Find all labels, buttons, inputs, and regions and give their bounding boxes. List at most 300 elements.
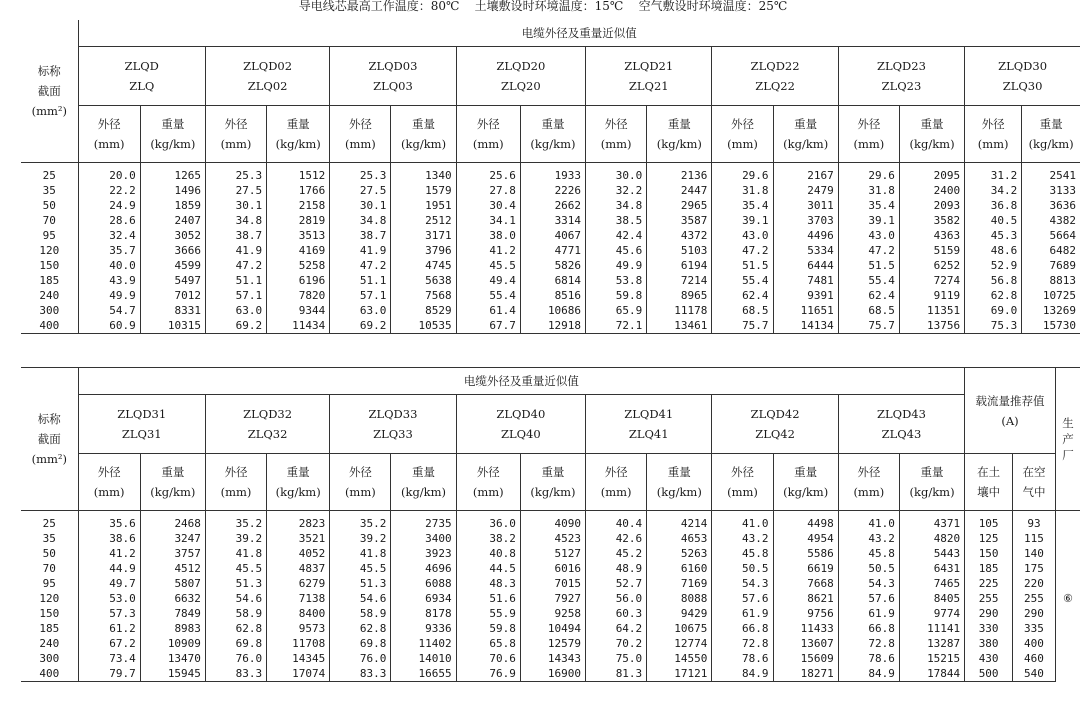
- ampacity-air-cell: 140: [1013, 546, 1056, 561]
- weight-cell: 14550: [647, 651, 712, 666]
- weight-cell: 17074: [267, 666, 330, 682]
- outer-diameter-cell: 41.8: [330, 546, 391, 561]
- table-caption: 导电线芯最高工作温度：80℃ 土壤敷设时环境温度：15℃ 空气敷设时环境温度：25℃: [298, 0, 788, 13]
- outer-diameter-cell: 83.3: [330, 666, 391, 682]
- outer-diameter-cell: 51.3: [205, 576, 266, 591]
- weight-header-line2: (kg/km): [656, 485, 702, 499]
- ampacity-title: 载流量推荐值: [975, 393, 1045, 408]
- weight-header-line2: (kg/km): [1028, 137, 1074, 151]
- table-row: [21, 511, 1080, 532]
- outer-diameter-cell: 41.0: [712, 511, 773, 532]
- cross-section-cell: 185: [21, 273, 78, 288]
- outer-diameter-cell: 47.2: [330, 258, 391, 273]
- outer-diameter-cell: 39.1: [712, 213, 773, 228]
- weight-header-line1: 重量: [1039, 117, 1063, 131]
- table-row: [21, 546, 1080, 561]
- weight-cell: 4382: [1022, 213, 1080, 228]
- outer-diameter-cell: 34.8: [586, 198, 647, 213]
- outer-diameter-header-line1: 外径: [604, 117, 628, 131]
- model-group-header-line2: ZLQ40: [500, 427, 541, 441]
- outer-diameter-header-line2: (mm): [977, 137, 1009, 151]
- outer-diameter-cell: 75.0: [586, 651, 647, 666]
- cross-section-cell: 25: [21, 163, 78, 184]
- model-group-header: [205, 395, 329, 454]
- maker-header-label: 生产厂: [1062, 416, 1074, 462]
- weight-cell: 4052: [267, 546, 330, 561]
- table-row: [21, 651, 1080, 666]
- outer-diameter-cell: 58.9: [205, 606, 266, 621]
- outer-diameter-header-line1: 外径: [97, 117, 121, 131]
- model-group-header: [78, 47, 205, 106]
- outer-diameter-cell: 55.9: [456, 606, 520, 621]
- ampacity-soil-cell: 255: [965, 591, 1013, 606]
- weight-header-line2: (kg/km): [656, 137, 702, 151]
- outer-diameter-cell: 76.9: [456, 666, 520, 682]
- outer-diameter-cell: 60.9: [78, 318, 140, 334]
- weight-cell: 13269: [1022, 303, 1080, 318]
- table-row: [21, 666, 1080, 682]
- outer-diameter-cell: 40.0: [78, 258, 140, 273]
- outer-diameter-cell: 57.1: [330, 288, 391, 303]
- table-row: [21, 243, 1080, 258]
- cross-section-cell: 95: [21, 576, 78, 591]
- outer-diameter-cell: 32.4: [78, 228, 140, 243]
- weight-cell: 7668: [773, 576, 838, 591]
- outer-diameter-cell: 43.0: [712, 228, 773, 243]
- weight-cell: 4214: [647, 511, 712, 532]
- outer-diameter-cell: 66.8: [838, 621, 899, 636]
- weight-cell: 8088: [647, 591, 712, 606]
- weight-cell: 14343: [520, 651, 585, 666]
- ampacity-header: [965, 368, 1056, 454]
- weight-cell: 8983: [140, 621, 205, 636]
- weight-cell: 2662: [520, 198, 585, 213]
- weight-cell: 17121: [647, 666, 712, 682]
- weight-header-line1: 重量: [161, 117, 185, 131]
- weight-cell: 1766: [267, 183, 330, 198]
- outer-diameter-cell: 78.6: [838, 651, 899, 666]
- weight-cell: 11651: [773, 303, 838, 318]
- outer-diameter-cell: 35.2: [330, 511, 391, 532]
- outer-diameter-cell: 75.3: [965, 318, 1022, 334]
- weight-cell: 8529: [391, 303, 456, 318]
- model-group-header-line1: ZLQD: [124, 59, 159, 73]
- weight-cell: 7138: [267, 591, 330, 606]
- outer-diameter-cell: 34.8: [205, 213, 266, 228]
- bottom-model-groups: [21, 395, 1080, 454]
- model-group-header-line1: ZLQD22: [750, 59, 800, 73]
- outer-diameter-cell: 45.5: [205, 561, 266, 576]
- weight-cell: 14010: [391, 651, 456, 666]
- outer-diameter-cell: 25.3: [330, 163, 391, 184]
- weight-cell: 11434: [267, 318, 330, 334]
- ampacity-air-cell: 175: [1013, 561, 1056, 576]
- outer-diameter-cell: 47.2: [712, 243, 773, 258]
- weight-header-line1: 重量: [412, 117, 436, 131]
- ampacity-air-header: [1013, 454, 1056, 511]
- weight-header: [647, 106, 712, 163]
- weight-header: [520, 454, 585, 511]
- top-model-groups: [21, 47, 1080, 106]
- weight-cell: 5103: [647, 243, 712, 258]
- weight-cell: 2735: [391, 511, 456, 532]
- outer-diameter-header-line1: 外径: [97, 465, 121, 479]
- model-group-header: [330, 47, 456, 106]
- weight-cell: 8178: [391, 606, 456, 621]
- weight-cell: 6194: [647, 258, 712, 273]
- outer-diameter-cell: 51.1: [330, 273, 391, 288]
- weight-cell: 5497: [140, 273, 205, 288]
- weight-header-line2: (kg/km): [783, 137, 829, 151]
- weight-cell: 14134: [773, 318, 838, 334]
- model-group-header-line2: ZLQ23: [881, 79, 922, 93]
- outer-diameter-cell: 62.4: [712, 288, 773, 303]
- weight-cell: 8813: [1022, 273, 1080, 288]
- outer-diameter-cell: 51.5: [838, 258, 899, 273]
- outer-diameter-cell: 27.5: [205, 183, 266, 198]
- cross-section-cell: 400: [21, 318, 78, 334]
- outer-diameter-cell: 45.8: [838, 546, 899, 561]
- ampacity-air-header-line2: 气中: [1022, 485, 1046, 499]
- cross-section-cell: 95: [21, 228, 78, 243]
- outer-diameter-cell: 31.2: [965, 163, 1022, 184]
- outer-diameter-cell: 36.8: [965, 198, 1022, 213]
- weight-cell: 2136: [647, 163, 712, 184]
- model-group-header-line1: ZLQD42: [750, 407, 800, 421]
- model-group-header-line1: ZLQD41: [624, 407, 674, 421]
- outer-diameter-cell: 31.8: [712, 183, 773, 198]
- model-group-header-line1: ZLQD03: [368, 59, 418, 73]
- weight-cell: 6196: [267, 273, 330, 288]
- weight-header-line2: (kg/km): [783, 485, 829, 499]
- ampacity-soil-cell: 330: [965, 621, 1013, 636]
- outer-diameter-header-line2: (mm): [853, 137, 885, 151]
- ampacity-soil-header-line1: 在土: [977, 465, 1001, 479]
- outer-diameter-cell: 39.1: [838, 213, 899, 228]
- weight-cell: 6431: [899, 561, 964, 576]
- model-group-header-line2: ZLQ41: [628, 427, 669, 441]
- weight-cell: 3513: [267, 228, 330, 243]
- model-group-header-line2: ZLQ43: [881, 427, 922, 441]
- outer-diameter-cell: 48.6: [965, 243, 1022, 258]
- outer-diameter-cell: 34.2: [965, 183, 1022, 198]
- outer-diameter-header: [838, 106, 899, 163]
- weight-header: [773, 454, 838, 511]
- weight-cell: 18271: [773, 666, 838, 682]
- ampacity-soil-cell: 105: [965, 511, 1013, 532]
- outer-diameter-cell: 58.9: [330, 606, 391, 621]
- outer-diameter-cell: 29.6: [838, 163, 899, 184]
- outer-diameter-cell: 45.2: [586, 546, 647, 561]
- model-group-header-line2: ZLQ31: [121, 427, 162, 441]
- outer-diameter-cell: 30.1: [330, 198, 391, 213]
- weight-header-line1: 重量: [161, 465, 185, 479]
- weight-cell: 6934: [391, 591, 456, 606]
- table-row: [21, 303, 1080, 318]
- ampacity-soil-cell: 225: [965, 576, 1013, 591]
- weight-cell: 9573: [267, 621, 330, 636]
- weight-cell: 3703: [773, 213, 838, 228]
- outer-diameter-cell: 84.9: [712, 666, 773, 682]
- table-row: [21, 228, 1080, 243]
- outer-diameter-cell: 53.0: [78, 591, 140, 606]
- outer-diameter-cell: 35.7: [78, 243, 140, 258]
- outer-diameter-header-line1: 外径: [730, 465, 754, 479]
- outer-diameter-cell: 30.1: [205, 198, 266, 213]
- weight-cell: 7274: [899, 273, 964, 288]
- weight-cell: 6016: [520, 561, 585, 576]
- outer-diameter-cell: 38.6: [78, 531, 140, 546]
- outer-diameter-cell: 68.5: [838, 303, 899, 318]
- outer-diameter-cell: 49.4: [456, 273, 520, 288]
- outer-diameter-cell: 69.2: [330, 318, 391, 334]
- table-row: [21, 273, 1080, 288]
- table-row: [21, 258, 1080, 273]
- weight-header-line2: (kg/km): [530, 485, 576, 499]
- weight-cell: 2965: [647, 198, 712, 213]
- model-group-header-line2: ZLQ03: [373, 79, 413, 93]
- cross-section-cell: 185: [21, 621, 78, 636]
- outer-diameter-cell: 24.9: [78, 198, 140, 213]
- outer-diameter-cell: 65.8: [456, 636, 520, 651]
- weight-cell: 8400: [267, 606, 330, 621]
- outer-diameter-cell: 38.2: [456, 531, 520, 546]
- outer-diameter-cell: 72.8: [838, 636, 899, 651]
- ampacity-soil-cell: 500: [965, 666, 1013, 682]
- outer-diameter-header-line1: 外径: [224, 465, 248, 479]
- weight-cell: 5664: [1022, 228, 1080, 243]
- outer-diameter-cell: 20.0: [78, 163, 140, 184]
- table-row: [21, 213, 1080, 228]
- weight-header: [1022, 106, 1080, 163]
- model-group-header-line1: ZLQD30: [998, 59, 1048, 73]
- outer-diameter-cell: 56.8: [965, 273, 1022, 288]
- row-header-line1: 标称: [37, 64, 61, 78]
- weight-cell: 2512: [391, 213, 456, 228]
- top-banner: 电缆外径及重量近似值: [78, 20, 1080, 47]
- model-group-header-line1: ZLQD31: [117, 407, 167, 421]
- weight-header-line1: 重量: [286, 465, 310, 479]
- outer-diameter-cell: 61.4: [456, 303, 520, 318]
- outer-diameter-cell: 57.6: [712, 591, 773, 606]
- ampacity-soil-cell: 150: [965, 546, 1013, 561]
- weight-header-line1: 重量: [794, 117, 818, 131]
- outer-diameter-cell: 54.3: [712, 576, 773, 591]
- outer-diameter-cell: 72.8: [712, 636, 773, 651]
- weight-cell: 1933: [520, 163, 585, 184]
- weight-cell: 7689: [1022, 258, 1080, 273]
- weight-header: [391, 454, 456, 511]
- weight-cell: 9119: [899, 288, 964, 303]
- row-header-line1: 标称: [37, 412, 61, 426]
- weight-cell: 7849: [140, 606, 205, 621]
- outer-diameter-cell: 76.0: [330, 651, 391, 666]
- outer-diameter-header-line2: (mm): [472, 485, 504, 499]
- weight-cell: 2093: [899, 198, 964, 213]
- weight-cell: 8405: [899, 591, 964, 606]
- outer-diameter-cell: 47.2: [838, 243, 899, 258]
- outer-diameter-cell: 66.8: [712, 621, 773, 636]
- outer-diameter-header: [330, 454, 391, 511]
- outer-diameter-header-line1: 外径: [348, 465, 372, 479]
- weight-cell: 12579: [520, 636, 585, 651]
- outer-diameter-cell: 43.2: [712, 531, 773, 546]
- outer-diameter-cell: 54.6: [330, 591, 391, 606]
- model-group-header-line2: ZLQ30: [1002, 79, 1043, 93]
- weight-cell: 13607: [773, 636, 838, 651]
- outer-diameter-header-line1: 外径: [476, 465, 500, 479]
- model-group-header-line1: ZLQD40: [496, 407, 546, 421]
- outer-diameter-cell: 81.3: [586, 666, 647, 682]
- weight-cell: 8516: [520, 288, 585, 303]
- weight-cell: 5127: [520, 546, 585, 561]
- weight-header-line1: 重量: [920, 117, 944, 131]
- outer-diameter-cell: 49.7: [78, 576, 140, 591]
- weight-header-line1: 重量: [794, 465, 818, 479]
- cross-section-cell: 240: [21, 636, 78, 651]
- weight-cell: 5826: [520, 258, 585, 273]
- outer-diameter-cell: 67.7: [456, 318, 520, 334]
- outer-diameter-cell: 63.0: [205, 303, 266, 318]
- outer-diameter-cell: 70.2: [586, 636, 647, 651]
- outer-diameter-cell: 41.9: [330, 243, 391, 258]
- weight-cell: 2400: [899, 183, 964, 198]
- weight-header: [899, 106, 964, 163]
- weight-cell: 11351: [899, 303, 964, 318]
- outer-diameter-cell: 41.2: [456, 243, 520, 258]
- outer-diameter-cell: 55.4: [838, 273, 899, 288]
- weight-header-line1: 重量: [286, 117, 310, 131]
- model-group-header: [586, 395, 712, 454]
- weight-cell: 15609: [773, 651, 838, 666]
- ampacity-soil-cell: 290: [965, 606, 1013, 621]
- outer-diameter-cell: 38.0: [456, 228, 520, 243]
- outer-diameter-cell: 35.4: [838, 198, 899, 213]
- weight-cell: 4498: [773, 511, 838, 532]
- weight-cell: 2541: [1022, 163, 1080, 184]
- weight-header-line1: 重量: [412, 465, 436, 479]
- outer-diameter-header-line2: (mm): [344, 137, 376, 151]
- outer-diameter-cell: 68.5: [712, 303, 773, 318]
- table-row: [21, 606, 1080, 621]
- row-header-unit: (mm²): [31, 104, 67, 118]
- weight-cell: 15215: [899, 651, 964, 666]
- cable-table-top: [21, 20, 1080, 334]
- outer-diameter-cell: 52.7: [586, 576, 647, 591]
- outer-diameter-cell: 59.8: [586, 288, 647, 303]
- outer-diameter-cell: 56.0: [586, 591, 647, 606]
- weight-cell: 13756: [899, 318, 964, 334]
- outer-diameter-cell: 61.9: [838, 606, 899, 621]
- outer-diameter-cell: 45.6: [586, 243, 647, 258]
- ampacity-air-cell: 115: [1013, 531, 1056, 546]
- weight-header-line2: (kg/km): [150, 137, 196, 151]
- row-header-line2: 截面: [37, 84, 61, 98]
- outer-diameter-cell: 64.2: [586, 621, 647, 636]
- model-group-header: [838, 47, 964, 106]
- weight-cell: 9258: [520, 606, 585, 621]
- weight-cell: 5586: [773, 546, 838, 561]
- weight-header-line2: (kg/km): [400, 485, 447, 499]
- outer-diameter-header: [78, 106, 140, 163]
- weight-cell: 10686: [520, 303, 585, 318]
- row-header: [21, 20, 78, 163]
- weight-cell: 9774: [899, 606, 964, 621]
- outer-diameter-header: [712, 454, 773, 511]
- outer-diameter-cell: 41.0: [838, 511, 899, 532]
- weight-cell: 2468: [140, 511, 205, 532]
- weight-cell: 10315: [140, 318, 205, 334]
- model-group-header-line2: ZLQ32: [247, 427, 288, 441]
- weight-cell: 1579: [391, 183, 456, 198]
- outer-diameter-cell: 47.2: [205, 258, 266, 273]
- outer-diameter-cell: 43.2: [838, 531, 899, 546]
- outer-diameter-cell: 40.8: [456, 546, 520, 561]
- row-header-line2: 截面: [37, 432, 61, 446]
- outer-diameter-cell: 42.4: [586, 228, 647, 243]
- weight-cell: 13287: [899, 636, 964, 651]
- model-group-header-line2: ZLQ42: [755, 427, 795, 441]
- cross-section-cell: 150: [21, 606, 78, 621]
- cross-section-cell: 25: [21, 511, 78, 532]
- model-group-header-line1: ZLQD23: [877, 59, 926, 73]
- outer-diameter-cell: 55.4: [456, 288, 520, 303]
- outer-diameter-cell: 48.3: [456, 576, 520, 591]
- cross-section-cell: 35: [21, 183, 78, 198]
- weight-cell: 4745: [391, 258, 456, 273]
- outer-diameter-header: [586, 454, 647, 511]
- model-group-header-line1: ZLQD43: [877, 407, 926, 421]
- weight-header: [647, 454, 712, 511]
- weight-cell: 13461: [647, 318, 712, 334]
- model-group-header: [712, 47, 838, 106]
- weight-cell: 1265: [140, 163, 205, 184]
- outer-diameter-cell: 79.7: [78, 666, 140, 682]
- weight-cell: 3587: [647, 213, 712, 228]
- outer-diameter-cell: 72.1: [586, 318, 647, 334]
- outer-diameter-header: [586, 106, 647, 163]
- outer-diameter-cell: 25.6: [456, 163, 520, 184]
- weight-cell: 8331: [140, 303, 205, 318]
- cross-section-cell: 70: [21, 561, 78, 576]
- outer-diameter-cell: 57.3: [78, 606, 140, 621]
- weight-header: [520, 106, 585, 163]
- top-table-body: [21, 163, 1080, 334]
- weight-cell: 10535: [391, 318, 456, 334]
- weight-cell: 8965: [647, 288, 712, 303]
- outer-diameter-cell: 39.2: [330, 531, 391, 546]
- weight-cell: 4954: [773, 531, 838, 546]
- weight-cell: 3314: [520, 213, 585, 228]
- weight-cell: 12918: [520, 318, 585, 334]
- outer-diameter-header-line1: 外径: [224, 117, 248, 131]
- weight-cell: 4820: [899, 531, 964, 546]
- model-group-header: [78, 395, 205, 454]
- cable-table-bottom: [21, 367, 1080, 682]
- weight-cell: 1859: [140, 198, 205, 213]
- outer-diameter-cell: 62.4: [838, 288, 899, 303]
- outer-diameter-header-line1: 外径: [604, 465, 628, 479]
- cross-section-cell: 300: [21, 303, 78, 318]
- weight-header: [140, 106, 205, 163]
- weight-cell: 4696: [391, 561, 456, 576]
- outer-diameter-header: [330, 106, 391, 163]
- model-group-header-line1: ZLQD21: [624, 59, 674, 73]
- table-row: [21, 636, 1080, 651]
- outer-diameter-header-line2: (mm): [93, 485, 125, 499]
- weight-header-line2: (kg/km): [150, 485, 196, 499]
- weight-cell: 3247: [140, 531, 205, 546]
